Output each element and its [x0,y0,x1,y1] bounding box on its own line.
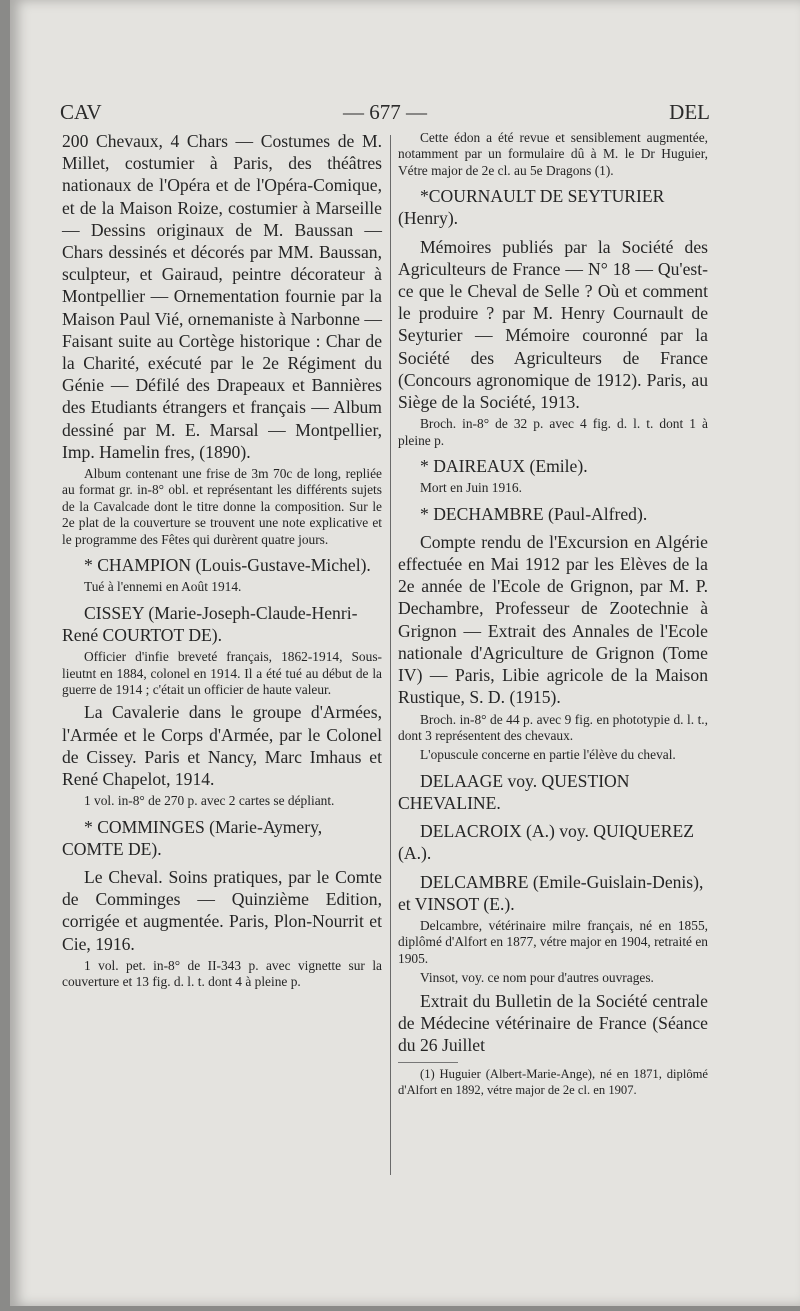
entry-text: 200 Chevaux, 4 Chars — Costumes de M. Millet, costumier à Paris, des théâtres nationaux de l'Opéra et de l'Opéra-Comique, et de la Maison Roize, costumier à Marseille — Dessins originaux de M. Baussan — Chars dessinés et décorés par MM. Baussan, sculpteur, et Gairaud, peintre décorateur à Montpellier — Ornementation fournie par la Maison Paul Vié, ornemaniste à Narbonne — Faisant suite au Cortège historique : Char de la Charité, exécuté par le 2e Régiment du Génie — Défilé des Drapeaux et Bannières des Etudiants étrangers et français — Album dessiné par M. E. Marsal — Montpellier, Imp. Hamelin fres, (1890). [62,131,382,462]
entry-note: Delcambre, vétérinaire milre français, né en 1855, diplômé d'Alfort en 1877, vétre major en 1904, retraité en 1905. [398,917,708,966]
entry-heading: * DAIREAUX (Emile). [420,456,588,477]
entry-text: La Cavalerie dans le groupe d'Armées, l'Armée et le Corps d'Armée, par le Colonel de Cissey. Paris et Nancy, Marc Imhaus et René Chapelot, 1914. [62,702,382,789]
entry-heading: DELCAMBRE (Emile-Guislain-Denis), et VINSOT (E.). [398,871,704,914]
entry-note: Album contenant une frise de 3m 70c de long, repliée au format gr. in-8° obl. et représentant les différents sujets de la Cavalcade dont le titre donne la composition. Sur le 2e plat de la couverture se trouvent une note explicative et le programme des Fêtes qui durèrent quatre jours. [62,466,382,547]
entry-note: 1 vol. in-8° de 270 p. avec 2 cartes se dépliant. [84,793,335,809]
book-page [10,0,800,1306]
entry-heading: DELACROIX (A.) voy. QUIQUEREZ (A.). [398,821,694,864]
entry-note: Broch. in-8° de 32 p. avec 4 fig. d. l. t. dont 1 à pleine p. [398,416,708,448]
entry-note: Broch. in-8° de 44 p. avec 9 fig. en phototypie d. l. t., dont 3 représentent des chevaux. [398,711,708,743]
entry-heading: * DECHAMBRE (Paul-Alfred). [420,503,648,524]
entry-note: Officier d'infie breveté français, 1862-1914, Sous-lieutnt en 1884, colonel en 1914. Il a été tué au début de la guerre de 1914 ; c'était un officier de haute valeur. [62,649,382,697]
footnote: (1) Huguier (Albert-Marie-Ange), né en 1871, diplômé d'Alfort en 1892, vétre major de 2e cl. en 1907. [398,1067,708,1097]
entry-text: Extrait du Bulletin de la Société centrale de Médecine vétérinaire de France (Séance du 26 Juillet [398,990,708,1055]
entry-note: L'opuscule concerne en partie l'élève du cheval. [420,747,676,763]
entry-heading: * COMMINGES (Marie-Aymery, COMTE DE). [62,816,323,859]
entry-heading: DELAAGE voy. QUESTION CHEVALINE. [398,770,630,813]
entry-heading: CISSEY (Marie-Joseph-Claude-Henri-René COURTOT DE). [62,602,358,645]
left-column [62,130,382,991]
footnote-rule [398,1062,458,1063]
entry-heading: *COURNAULT DE SEYTURIER (Henry). [398,186,665,229]
entry-note: Cette édon a été revue et sensiblement augmentée, notamment par un formulaire dû à M. le Dr Huguier, Vétre major de 2e cl. au 5e Dragons (1). [398,130,708,178]
right-column [398,130,708,1098]
entry-note: 1 vol. pet. in-8° de II-343 p. avec vignette sur la couverture et 13 fig. d. l. t. dont 4 à pleine p. [62,957,382,990]
entry-heading: * CHAMPION (Louis-Gustave-Michel). [84,555,371,576]
entry-text: Compte rendu de l'Excursion en Algérie effectuée en Mai 1912 par les Elèves de la 2e année de l'Ecole de Grignon, par M. P. Dechambre, Professeur de Zootechnie à Grignon — Extrait des Annales de l'Ecole nationale d'Agriculture de Grignon (Tome IV) — Paris, Libie agricole de la Maison Rustique, S. D. (1915). [398,531,708,708]
entry-note: Vinsot, voy. ce nom pour d'autres ouvrages. [420,970,654,986]
entry-text: Le Cheval. Soins pratiques, par le Comte de Comminges — Quinzième Edition, corrigée et augmentée. Paris, Plon-Nourrit et Cie, 1916. [62,866,382,954]
header-right-keyword: DEL [669,100,710,124]
page-number: — 677 — [343,100,427,124]
column-divider [390,135,391,1175]
entry-text: Mémoires publiés par la Société des Agriculteurs de France — N° 18 — Qu'est-ce que le Cheval de Selle ? Où et comment le produire ? par M. Henry Cournault de Seyturier — Mémoire couronné par la Société des Agriculteurs de France (Concours agronomique de 1912). Paris, au Siège de la Société, 1913. [398,236,708,413]
running-header [60,100,710,130]
entry-note: Tué à l'ennemi en Août 1914. [84,579,242,595]
header-left-keyword: CAV [60,100,102,124]
entry-note: Mort en Juin 1916. [420,480,522,496]
